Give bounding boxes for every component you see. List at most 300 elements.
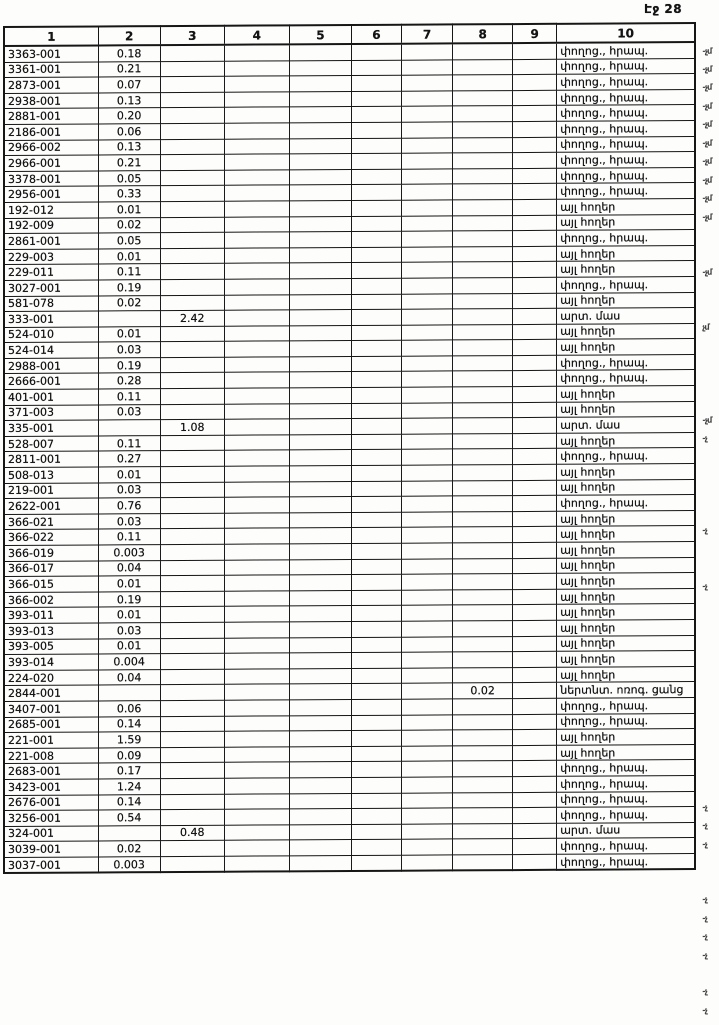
cell-area-value: 0.11: [98, 529, 160, 545]
cell-area-value: [289, 606, 351, 622]
cell-area-value: [351, 231, 401, 247]
cell-area-value: 0.18: [98, 45, 160, 61]
cell-area-value: [289, 356, 351, 372]
cell-area-value: [224, 294, 289, 310]
cell-area-value: [289, 621, 351, 637]
cell-area-value: [160, 154, 224, 170]
cell-landuse: այլ հողեր: [557, 292, 695, 308]
cell-area-value: [160, 763, 224, 779]
cell-area-value: [402, 122, 453, 138]
cell-area-value: [513, 168, 557, 184]
cell-area-value: [160, 170, 224, 186]
cell-area-value: [160, 435, 224, 451]
cell-parcel-code: 2666-001: [4, 373, 98, 389]
cell-area-value: [351, 559, 401, 575]
cell-landuse: փողոց., հրապ.: [557, 370, 695, 386]
cell-landuse: այլ հողեր: [557, 198, 695, 214]
cell-area-value: [453, 324, 513, 340]
table-body: [4, 42, 695, 873]
header-cell: 8: [453, 24, 513, 43]
cell-landuse: այլ հողեր: [557, 526, 695, 542]
cell-area-value: [224, 684, 289, 700]
cell-area-value: [351, 403, 401, 419]
cell-area-value: [160, 794, 224, 810]
margin-note: -չմ: [702, 102, 712, 112]
cell-area-value: [351, 122, 401, 138]
cell-landuse: ներտնտ. ոռոգ. ցանց: [557, 682, 695, 698]
cell-area-value: [351, 777, 401, 793]
cell-area-value: [224, 466, 289, 482]
cell-area-value: [289, 434, 351, 450]
cell-area-value: [224, 450, 289, 466]
cell-area-value: [289, 543, 351, 559]
cell-area-value: [402, 543, 453, 559]
cell-area-value: [453, 839, 513, 855]
cell-area-value: [351, 621, 401, 637]
cell-area-value: [513, 293, 557, 309]
cell-area-value: [351, 839, 401, 855]
cell-landuse: փողոց., հրապ.: [557, 167, 695, 183]
cell-area-value: 0.02: [98, 295, 160, 311]
cell-area-value: [289, 154, 351, 170]
margin-note: -չմ: [702, 175, 712, 186]
cell-area-value: [160, 685, 224, 701]
cell-area-value: [402, 559, 453, 575]
cell-landuse: այլ հողեր: [557, 542, 695, 558]
cell-area-value: [351, 808, 401, 824]
cell-area-value: [289, 450, 351, 466]
cell-parcel-code: 2988-001: [4, 358, 98, 374]
cell-area-value: [98, 311, 160, 327]
cell-area-value: [402, 200, 453, 216]
cell-area-value: [513, 573, 557, 589]
cell-landuse: փողոց., հրապ.: [557, 74, 695, 90]
cell-area-value: [289, 388, 351, 404]
cell-area-value: [453, 776, 513, 792]
cell-area-value: 0.11: [98, 264, 160, 280]
cell-parcel-code: 2873-001: [4, 77, 98, 93]
cell-parcel-code: 2938-001: [4, 93, 98, 109]
cell-area-value: [351, 450, 401, 466]
cell-area-value: [351, 652, 401, 668]
cell-area-value: [351, 543, 401, 559]
cell-area-value: [402, 808, 453, 824]
cell-area-value: [160, 108, 224, 124]
cell-area-value: [224, 544, 289, 560]
cell-area-value: [513, 651, 557, 667]
cell-area-value: 0.09: [98, 747, 160, 763]
cell-landuse: փողոց., հրապ.: [557, 713, 695, 729]
cell-area-value: [160, 622, 224, 638]
cell-area-value: [289, 777, 351, 793]
cell-area-value: [98, 420, 160, 436]
cell-area-value: [402, 855, 453, 871]
cell-area-value: [160, 248, 224, 264]
cell-area-value: [513, 761, 557, 777]
cell-area-value: [351, 606, 401, 622]
cell-parcel-code: 224-020: [4, 670, 98, 686]
cell-parcel-code: 366-022: [4, 529, 98, 545]
cell-area-value: [453, 652, 513, 668]
cell-area-value: [351, 715, 401, 731]
cell-landuse: փողոց., հրապ.: [557, 136, 695, 152]
cell-area-value: [160, 466, 224, 482]
cell-area-value: [402, 262, 453, 278]
cell-area-value: [351, 185, 401, 201]
cell-area-value: [160, 529, 224, 545]
margin-note: -չ: [702, 950, 707, 961]
cell-area-value: [402, 714, 453, 730]
cell-landuse: այլ հողեր: [557, 635, 695, 651]
cell-area-value: [453, 106, 513, 122]
cell-area-value: [160, 451, 224, 467]
cell-landuse: այլ հողեր: [557, 323, 695, 339]
cell-area-value: [453, 589, 513, 605]
cell-parcel-code: 192-009: [4, 217, 98, 233]
cell-parcel-code: 229-011: [4, 264, 98, 280]
cell-area-value: [160, 45, 224, 61]
cell-area-value: 1.08: [160, 419, 224, 435]
cell-parcel-code: 508-013: [4, 467, 98, 483]
cell-area-value: [513, 74, 557, 90]
cell-area-value: [351, 684, 401, 700]
cell-area-value: [224, 622, 289, 638]
cell-area-value: [224, 279, 289, 295]
cell-area-value: 0.19: [98, 280, 160, 296]
cell-area-value: [351, 434, 401, 450]
cell-area-value: [513, 184, 557, 200]
cell-area-value: [289, 403, 351, 419]
cell-area-value: [289, 91, 351, 107]
cell-area-value: [402, 278, 453, 294]
cell-area-value: [402, 340, 453, 356]
cell-landuse: այլ հողեր: [557, 651, 695, 667]
cell-area-value: [453, 854, 513, 870]
cell-area-value: [351, 418, 401, 434]
cell-parcel-code: 2956-001: [4, 186, 98, 202]
cell-area-value: [351, 668, 401, 684]
cell-area-value: [224, 653, 289, 669]
header-cell: 2: [98, 26, 160, 45]
cell-landuse: փողոց., հրապ.: [557, 276, 695, 292]
cell-area-value: [513, 714, 557, 730]
cell-area-value: 0.11: [98, 389, 160, 405]
cell-parcel-code: 2966-001: [4, 155, 98, 171]
cell-area-value: [160, 809, 224, 825]
cell-area-value: [289, 76, 351, 92]
cell-area-value: [289, 481, 351, 497]
cell-area-value: 0.48: [160, 825, 224, 841]
cell-area-value: [402, 621, 453, 637]
cell-landuse: փողոց., հրապ.: [557, 42, 695, 59]
cell-parcel-code: 2811-001: [4, 451, 98, 467]
cell-area-value: 0.03: [98, 513, 160, 529]
cell-landuse: փողոց., հրապ.: [557, 775, 695, 791]
cell-area-value: [289, 372, 351, 388]
cell-parcel-code: 2622-001: [4, 498, 98, 514]
cell-area-value: [289, 762, 351, 778]
cell-area-value: [289, 341, 351, 357]
cell-area-value: [453, 574, 513, 590]
cell-area-value: [453, 667, 513, 683]
cell-area-value: [224, 107, 289, 123]
cell-area-value: 0.07: [98, 77, 160, 93]
cell-area-value: [453, 543, 513, 559]
cell-area-value: [402, 761, 453, 777]
cell-area-value: [351, 294, 401, 310]
cell-area-value: [513, 776, 557, 792]
margin-note: -չ: [702, 840, 707, 850]
cell-area-value: [351, 325, 401, 341]
table-row: [4, 853, 695, 873]
cell-landuse: այլ հողեր: [557, 401, 695, 417]
cell-area-value: 0.20: [98, 108, 160, 124]
cell-area-value: [453, 184, 513, 200]
cell-area-value: [453, 730, 513, 746]
cell-area-value: [160, 731, 224, 747]
cell-area-value: 0.03: [98, 342, 160, 358]
cell-area-value: [453, 246, 513, 262]
cell-area-value: [224, 793, 289, 809]
cell-area-value: [160, 497, 224, 513]
cell-area-value: [289, 294, 351, 310]
cell-area-value: [289, 824, 351, 840]
cell-area-value: [160, 123, 224, 139]
cell-area-value: [402, 668, 453, 684]
margin-note: -չմ: [702, 120, 712, 130]
cell-parcel-code: 366-021: [4, 514, 98, 530]
cell-area-value: [160, 217, 224, 233]
cell-area-value: [513, 433, 557, 449]
cell-landuse: փողոց., հրապ.: [557, 58, 695, 74]
cell-area-value: [160, 279, 224, 295]
cell-area-value: [224, 341, 289, 357]
cell-area-value: [402, 247, 453, 263]
cell-parcel-code: 192-012: [4, 202, 98, 218]
cell-area-value: [351, 200, 401, 216]
cell-area-value: 0.13: [98, 92, 160, 108]
cell-area-value: 0.14: [98, 794, 160, 810]
cell-area-value: [453, 808, 513, 824]
cell-area-value: [160, 61, 224, 77]
cell-area-value: [351, 263, 401, 279]
cell-area-value: [224, 731, 289, 747]
cell-area-value: [402, 403, 453, 419]
cell-area-value: [513, 823, 557, 839]
cell-landuse: այլ հողեր: [557, 604, 695, 620]
cell-area-value: [160, 856, 224, 872]
cell-area-value: [160, 326, 224, 342]
cell-area-value: [160, 669, 224, 685]
cell-landuse: արտ. մաս: [557, 822, 695, 838]
cell-parcel-code: 366-002: [4, 592, 98, 608]
cell-area-value: [453, 231, 513, 247]
cell-landuse: փողոց., հրապ.: [557, 89, 695, 105]
cell-area-value: [351, 637, 401, 653]
cell-parcel-code: 2186-001: [4, 124, 98, 140]
cell-area-value: 0.01: [98, 326, 160, 342]
cell-area-value: [224, 185, 289, 201]
cell-landuse: այլ հողեր: [557, 573, 695, 589]
cell-area-value: [351, 372, 401, 388]
cell-area-value: [513, 480, 557, 496]
cell-area-value: [402, 418, 453, 434]
cell-area-value: [351, 512, 401, 528]
cell-area-value: [351, 465, 401, 481]
cell-area-value: [224, 513, 289, 529]
cell-area-value: [513, 667, 557, 683]
cell-landuse: այլ հողեր: [557, 619, 695, 635]
cell-area-value: [402, 387, 453, 403]
cell-landuse: փողոց., հրապ.: [557, 853, 695, 870]
margin-note: -չմ: [702, 268, 712, 278]
header-cell: 6: [351, 25, 401, 44]
margin-note: -չ: [702, 803, 707, 813]
cell-area-value: 0.003: [98, 545, 160, 561]
cell-area-value: [453, 137, 513, 153]
cell-landuse: այլ հողեր: [557, 261, 695, 277]
cell-area-value: [289, 512, 351, 528]
cell-area-value: 1.59: [98, 732, 160, 748]
cell-area-value: [224, 263, 289, 279]
margin-note: -չմ: [702, 46, 712, 57]
cell-area-value: [289, 528, 351, 544]
cell-area-value: [513, 683, 557, 699]
cell-area-value: 0.003: [98, 856, 160, 872]
cell-area-value: [289, 715, 351, 731]
cell-area-value: [224, 60, 289, 76]
cell-area-value: [224, 637, 289, 653]
cell-area-value: [513, 371, 557, 387]
cell-area-value: 0.02: [453, 683, 513, 699]
cell-area-value: [351, 824, 401, 840]
cell-area-value: 0.21: [98, 61, 160, 77]
cell-area-value: [351, 60, 401, 76]
cell-area-value: [513, 59, 557, 75]
cell-area-value: [513, 698, 557, 714]
cell-parcel-code: 3039-001: [4, 841, 98, 857]
cell-area-value: [289, 122, 351, 138]
cell-parcel-code: 393-014: [4, 654, 98, 670]
scanned-sheet: [3, 22, 719, 1016]
page-number: Էջ 28: [644, 2, 683, 16]
cell-area-value: [289, 855, 351, 871]
cell-parcel-code: 393-013: [4, 623, 98, 639]
cell-parcel-code: 2966-002: [4, 140, 98, 156]
cell-area-value: 0.01: [98, 638, 160, 654]
cell-parcel-code: 229-003: [4, 249, 98, 265]
cell-area-value: [224, 404, 289, 420]
cell-area-value: 1.24: [98, 779, 160, 795]
cell-area-value: [224, 92, 289, 108]
cell-parcel-code: 221-008: [4, 748, 98, 764]
cell-parcel-code: 324-001: [4, 826, 98, 842]
cell-area-value: [402, 153, 453, 169]
cell-area-value: [513, 636, 557, 652]
cell-parcel-code: 2685-001: [4, 716, 98, 732]
cell-area-value: [160, 388, 224, 404]
cell-landuse: այլ հողեր: [557, 245, 695, 261]
cell-parcel-code: 335-001: [4, 420, 98, 436]
cell-landuse: այլ հողեր: [557, 432, 695, 448]
cell-area-value: 0.004: [98, 654, 160, 670]
margin-note: -չ: [702, 821, 707, 831]
cell-area-value: [351, 855, 401, 871]
cell-area-value: [224, 419, 289, 435]
cell-area-value: [453, 714, 513, 730]
cell-area-value: [513, 246, 557, 262]
cell-area-value: [289, 590, 351, 606]
cell-area-value: [453, 340, 513, 356]
cell-area-value: [513, 402, 557, 418]
cell-area-value: [453, 605, 513, 621]
cell-area-value: [453, 387, 513, 403]
cell-area-value: [513, 215, 557, 231]
cell-landuse: այլ հողեր: [557, 339, 695, 355]
cell-area-value: 0.05: [98, 170, 160, 186]
cell-area-value: [289, 746, 351, 762]
cell-area-value: 0.01: [98, 467, 160, 483]
cell-landuse: այլ հողեր: [557, 729, 695, 745]
cell-area-value: [513, 589, 557, 605]
header-cell: 10: [557, 23, 695, 43]
cell-area-value: 0.04: [98, 669, 160, 685]
cell-parcel-code: 2861-001: [4, 233, 98, 249]
cell-area-value: [289, 809, 351, 825]
cell-area-value: [224, 388, 289, 404]
cell-area-value: [160, 591, 224, 607]
cell-area-value: [351, 699, 401, 715]
cell-area-value: [513, 355, 557, 371]
cell-area-value: [453, 621, 513, 637]
cell-parcel-code: 221-001: [4, 732, 98, 748]
cell-area-value: [224, 170, 289, 186]
cell-area-value: [402, 43, 453, 59]
cell-area-value: [513, 106, 557, 122]
cell-landuse: այլ հողեր: [557, 510, 695, 526]
cell-area-value: [402, 527, 453, 543]
cell-area-value: [513, 839, 557, 855]
cell-area-value: [289, 731, 351, 747]
cell-area-value: 0.17: [98, 763, 160, 779]
cell-area-value: [224, 715, 289, 731]
cell-area-value: [513, 137, 557, 153]
margin-note: -չ: [702, 526, 707, 536]
cell-parcel-code: 528-007: [4, 436, 98, 452]
cell-area-value: [224, 497, 289, 513]
cell-area-value: [351, 481, 401, 497]
cell-area-value: [224, 201, 289, 217]
cell-area-value: [513, 43, 557, 59]
cell-area-value: [160, 653, 224, 669]
cell-parcel-code: 3407-001: [4, 701, 98, 717]
cell-area-value: 0.01: [98, 202, 160, 218]
cell-area-value: [402, 215, 453, 231]
cell-area-value: [224, 154, 289, 170]
cell-parcel-code: 2844-001: [4, 685, 98, 701]
cell-parcel-code: 3361-001: [4, 62, 98, 78]
cell-area-value: [224, 357, 289, 373]
cell-area-value: [402, 184, 453, 200]
cell-landuse: փողոց., հրապ.: [557, 838, 695, 854]
cell-area-value: [289, 138, 351, 154]
cell-area-value: [402, 746, 453, 762]
header-cell: 7: [402, 24, 453, 43]
header-cell: 4: [224, 25, 289, 44]
header-cell: 1: [4, 26, 98, 46]
header-cell: 5: [289, 25, 351, 44]
cell-area-value: [453, 745, 513, 761]
